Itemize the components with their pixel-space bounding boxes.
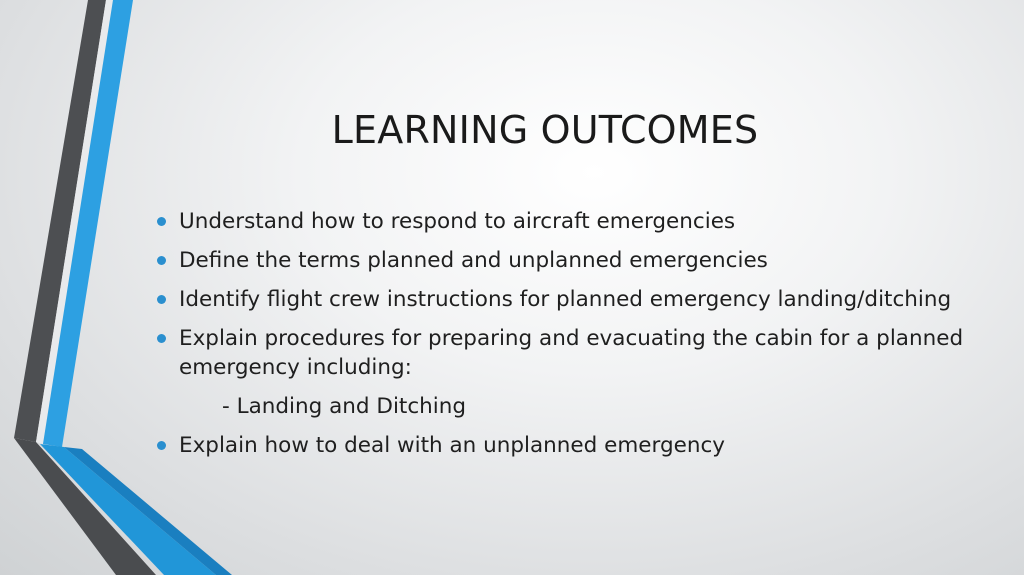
list-item [157, 246, 997, 275]
sub-item-text: - Landing and Ditching [222, 394, 467, 419]
list-item [157, 431, 997, 460]
outcome-list [157, 207, 997, 470]
bullet-dot-icon [157, 217, 166, 226]
list-item [157, 285, 997, 314]
bullet-dot-icon [157, 441, 166, 450]
list-item-text: Explain procedures for preparing and evacuating the cabin for a planned emergency including: [179, 326, 964, 380]
bullet-dot-icon [157, 256, 166, 265]
bullet-dot-icon [157, 334, 166, 343]
bullet-dot-icon [157, 295, 166, 304]
list-item-text: Identify flight crew instructions for planned emergency landing/ditching [179, 287, 952, 312]
list-item-text: Define the terms planned and unplanned emergencies [179, 248, 768, 273]
list-item [157, 207, 997, 236]
sub-item [157, 392, 997, 421]
list-item-text: Explain how to deal with an unplanned emergency [179, 433, 726, 458]
list-item-text: Understand how to respond to aircraft emergencies [179, 209, 736, 234]
slide-title: LEARNING OUTCOMES [331, 108, 759, 152]
light-stripe-vertical [36, 0, 113, 444]
list-item [157, 324, 997, 382]
